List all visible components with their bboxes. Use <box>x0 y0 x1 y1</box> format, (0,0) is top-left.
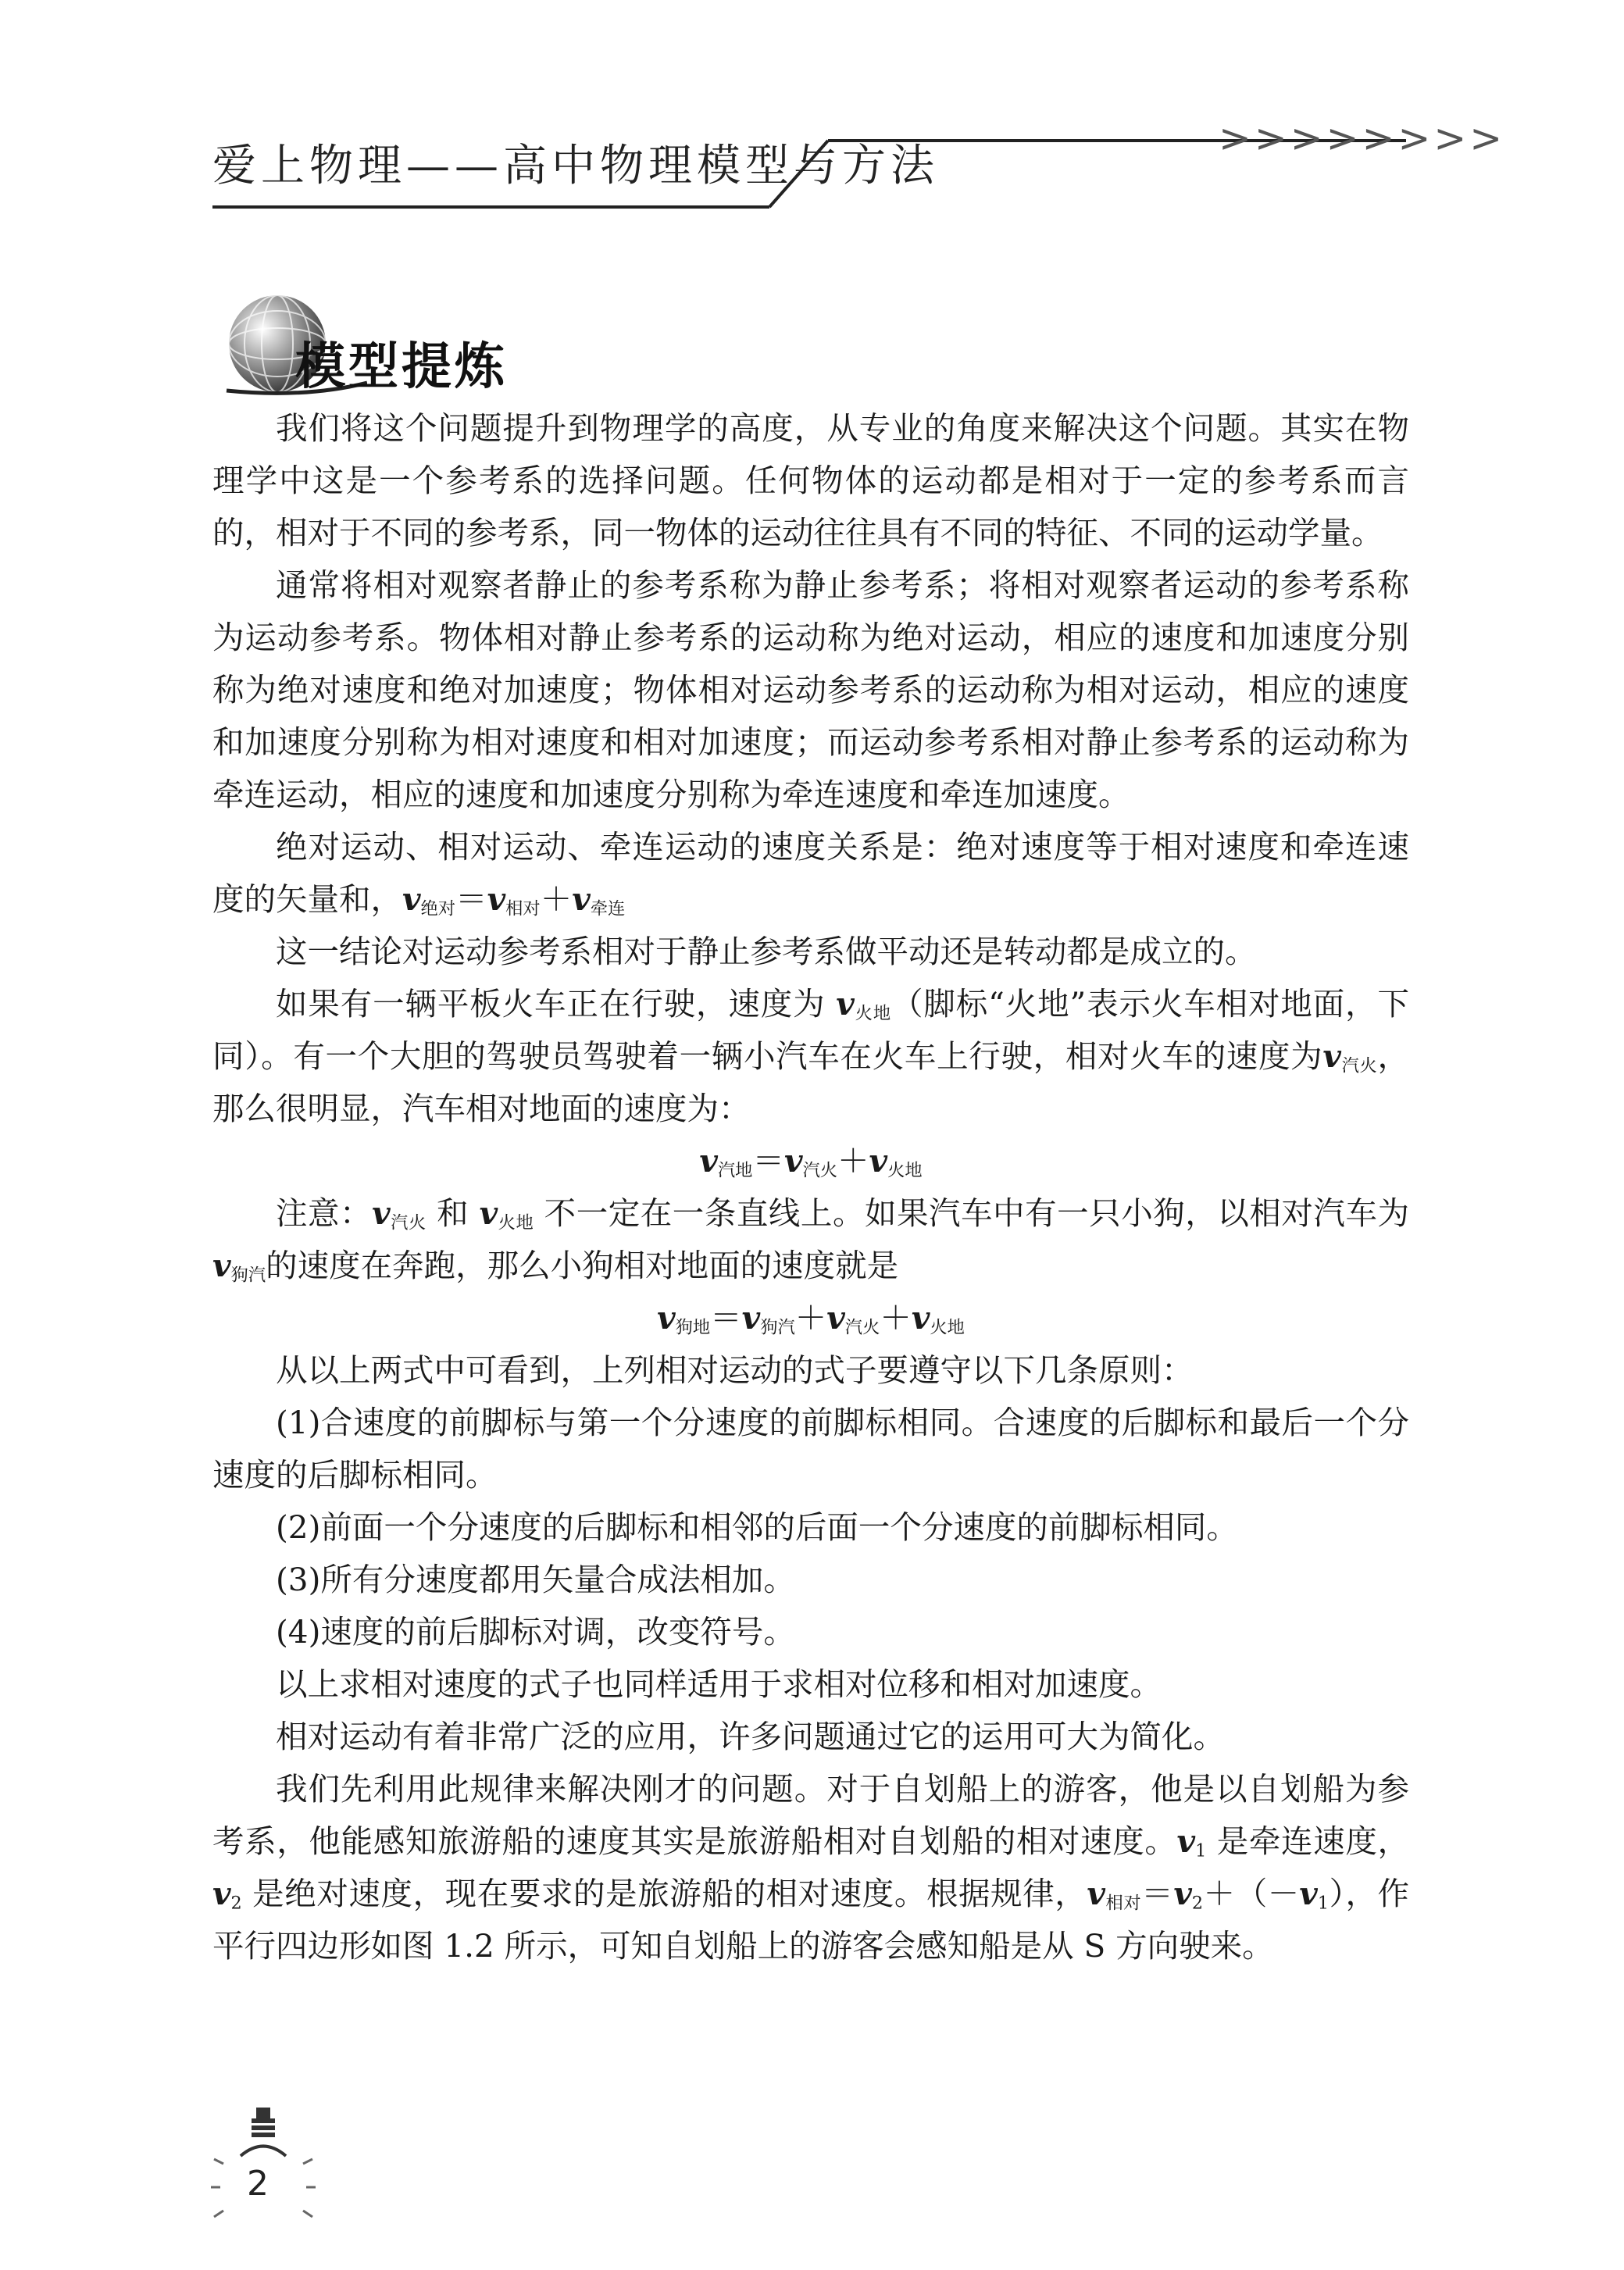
paragraph-solution: 我们先利用此规律来解决刚才的问题。对于自划船上的游客，他是以自划船为参考系，他能感知旅游船的速度其实是旅游船相对自划船的相对速度。$v_1$ 是牵连速度，$v_2$ 是绝对速度，现在要求的是旅游船的相对速度。根据规律，$v_{相对}=v_2+(-v_1)$，作平行四边形如图 1.2 所示，可知自划船上的游客会感知船是从 S 方向驶来。 <box>212 1770 1410 1965</box>
page-number: 2 <box>247 2164 269 2204</box>
body-text <box>212 402 1409 1972</box>
section-heading <box>211 281 680 422</box>
paragraph-definitions: 通常将相对观察者静止的参考系称为静止参考系；将相对观察者运动的参考系称为运动参考系。物体相对静止参考系的运动称为绝对运动，相应的速度和加速度分别称为绝对速度和绝对加速度；物体相对运动参考系的运动称为相对运动，相应的速度和加速度分别称为相对速度和相对加速度；而运动参考系相对静止参考系的运动称为牵连运动，相应的速度和加速度分别称为牵连速度和牵连加速度。 <box>212 566 1409 813</box>
paragraph-applications: 相对运动有着非常广泛的应用，许多问题通过它的运用可大为简化。 <box>276 1718 1225 1755</box>
paragraph-velocity-relation: 绝对运动、相对运动、牵连运动的速度关系是：绝对速度等于相对速度和牵连速度的矢量和，$v_{绝对}=v_{相对}+v_{牵连}$ <box>212 828 1409 919</box>
equation-car-ground: $v_{汽地}=v_{汽火}+v_{火地}$ <box>699 1142 923 1181</box>
page-header <box>0 0 1624 234</box>
page-number-badge <box>209 2101 319 2226</box>
rule-3: (3)所有分速度都用矢量合成法相加。 <box>276 1561 795 1598</box>
rule-4: (4)速度的前后脚标对调，改变符号。 <box>276 1613 795 1651</box>
equation-dog-ground: $v_{狗地}=v_{狗汽}+v_{汽火}+v_{火地}$ <box>657 1299 965 1338</box>
chevron-arrows-icon: >>>>>>>> <box>1219 116 1506 161</box>
paragraph-dog-example: 注意：$v_{汽火}$ 和 $v_{火地}$ 不一定在一条直线上。如果汽车中有一只小狗，以相对汽车为 $v_{狗汽}$的速度在奔跑，那么小狗相对地面的速度就是 <box>212 1194 1409 1286</box>
rule-2: (2)前面一个分速度的后脚标和相邻的后面一个分速度的前脚标相同。 <box>276 1508 1238 1546</box>
paragraph-train-example: 如果有一辆平板火车正在行驶，速度为 $v_{火地}$（脚标“火地”表示火车相对地面，下同）。有一个大胆的驾驶员驾驶着一辆小汽车在火车上行驶，相对火车的速度为$v_{汽火}$，那么很明显，汽车相对地面的速度为： <box>212 985 1409 1127</box>
paragraph-applicability: 以上求相对速度的式子也同样适用于求相对位移和相对加速度。 <box>276 1665 1162 1703</box>
book-title: 爱上物理——高中物理模型与方法 <box>212 141 939 191</box>
paragraph-intro: 我们将这个问题提升到物理学的高度，从专业的角度来解决这个问题。其实在物理学中这是一个参考系的选择问题。任何物体的运动都是相对于一定的参考系而言的，相对于不同的参考系，同一物体的运动往往具有不同的特征、不同的运动学量。 <box>212 409 1409 551</box>
rule-1: (1)合速度的前脚标与第一个分速度的前脚标相同。合速度的后脚标和最后一个分速度的后脚标相同。 <box>212 1404 1409 1494</box>
paragraph-conclusion: 这一结论对运动参考系相对于静止参考系做平动还是转动都是成立的。 <box>276 933 1257 970</box>
section-title: 模型提炼 <box>295 338 508 396</box>
paragraph-principles-intro: 从以上两式中可看到，上列相对运动的式子要遵守以下几条原则： <box>276 1351 1194 1389</box>
